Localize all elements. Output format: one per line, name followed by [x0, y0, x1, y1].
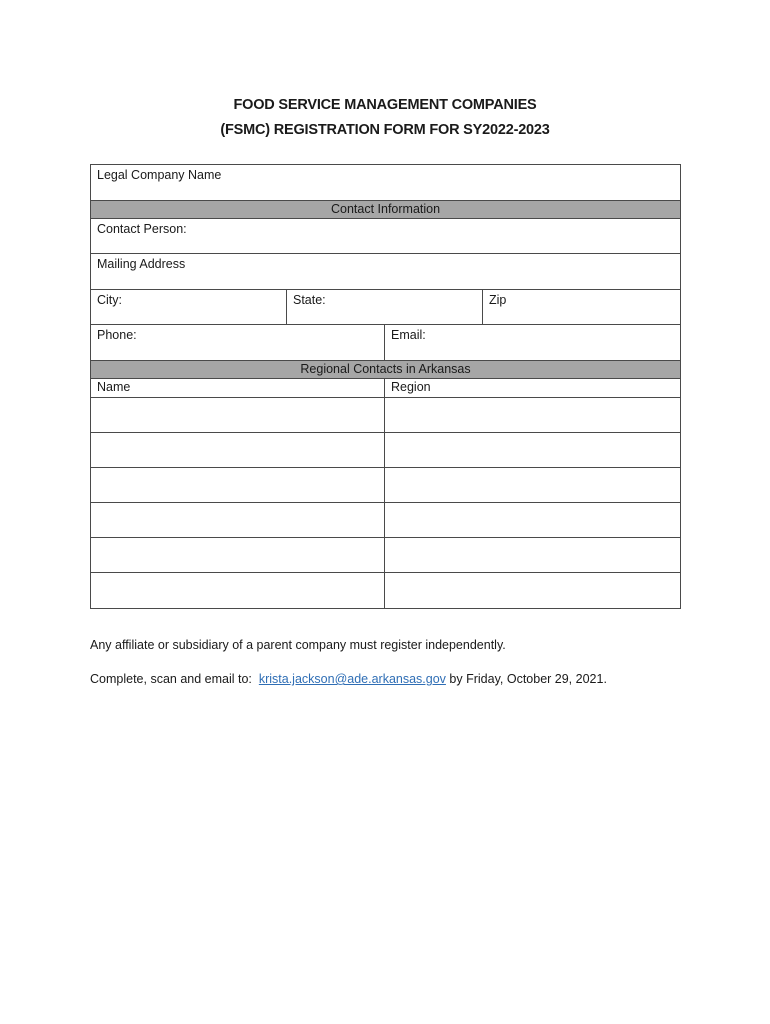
regional-contact-name-cell[interactable] — [91, 398, 385, 433]
regional-contact-name-cell[interactable] — [91, 538, 385, 573]
zip-field[interactable] — [483, 290, 681, 325]
regional-contact-name-cell[interactable] — [91, 468, 385, 503]
legal-company-name-label: Legal Company Name — [97, 168, 222, 182]
region-column-header: Region — [385, 379, 681, 398]
phone-field[interactable] — [91, 325, 385, 361]
state-label: State: — [293, 293, 326, 307]
zip-label: Zip — [489, 293, 507, 307]
submission-instructions — [90, 672, 607, 686]
regional-contacts-header: Regional Contacts in Arkansas — [91, 361, 681, 379]
state-field[interactable] — [287, 290, 483, 325]
city-field[interactable] — [91, 290, 287, 325]
contact-person-field[interactable] — [91, 219, 681, 254]
affiliate-note: Any affiliate or subsidiary of a parent company must register independently. — [90, 638, 506, 652]
regional-contact-region-cell[interactable] — [385, 538, 681, 573]
regional-contact-region-cell[interactable] — [385, 573, 681, 609]
submit-email-link[interactable]: krista.jackson@ade.arkansas.gov — [258, 672, 446, 686]
regional-contact-name-cell[interactable] — [91, 503, 385, 538]
regional-contact-region-cell[interactable] — [385, 468, 681, 503]
legal-company-name-field[interactable] — [91, 165, 681, 201]
regional-contact-region-cell[interactable] — [385, 398, 681, 433]
submit-prefix: Complete, scan and email to: — [90, 672, 252, 686]
regional-contact-name-cell[interactable] — [91, 433, 385, 468]
name-column-header: Name — [91, 379, 385, 398]
contact-information-header: Contact Information — [91, 201, 681, 219]
submit-suffix: by Friday, October 29, 2021. — [449, 672, 607, 686]
title-line-2: (FSMC) REGISTRATION FORM FOR SY2022-2023 — [220, 122, 550, 138]
email-field[interactable] — [385, 325, 681, 361]
city-label: City: — [97, 293, 122, 307]
mailing-address-field[interactable] — [91, 254, 681, 290]
mailing-address-label: Mailing Address — [97, 257, 186, 271]
email-label: Email: — [391, 328, 426, 342]
contact-person-label: Contact Person: — [97, 222, 187, 236]
phone-label: Phone: — [97, 328, 137, 342]
registration-table — [90, 164, 681, 609]
regional-contact-region-cell[interactable] — [385, 433, 681, 468]
title-line-1: FOOD SERVICE MANAGEMENT COMPANIES — [233, 97, 537, 113]
regional-contact-name-cell[interactable] — [91, 573, 385, 609]
regional-contact-region-cell[interactable] — [385, 503, 681, 538]
form-title — [0, 93, 770, 143]
